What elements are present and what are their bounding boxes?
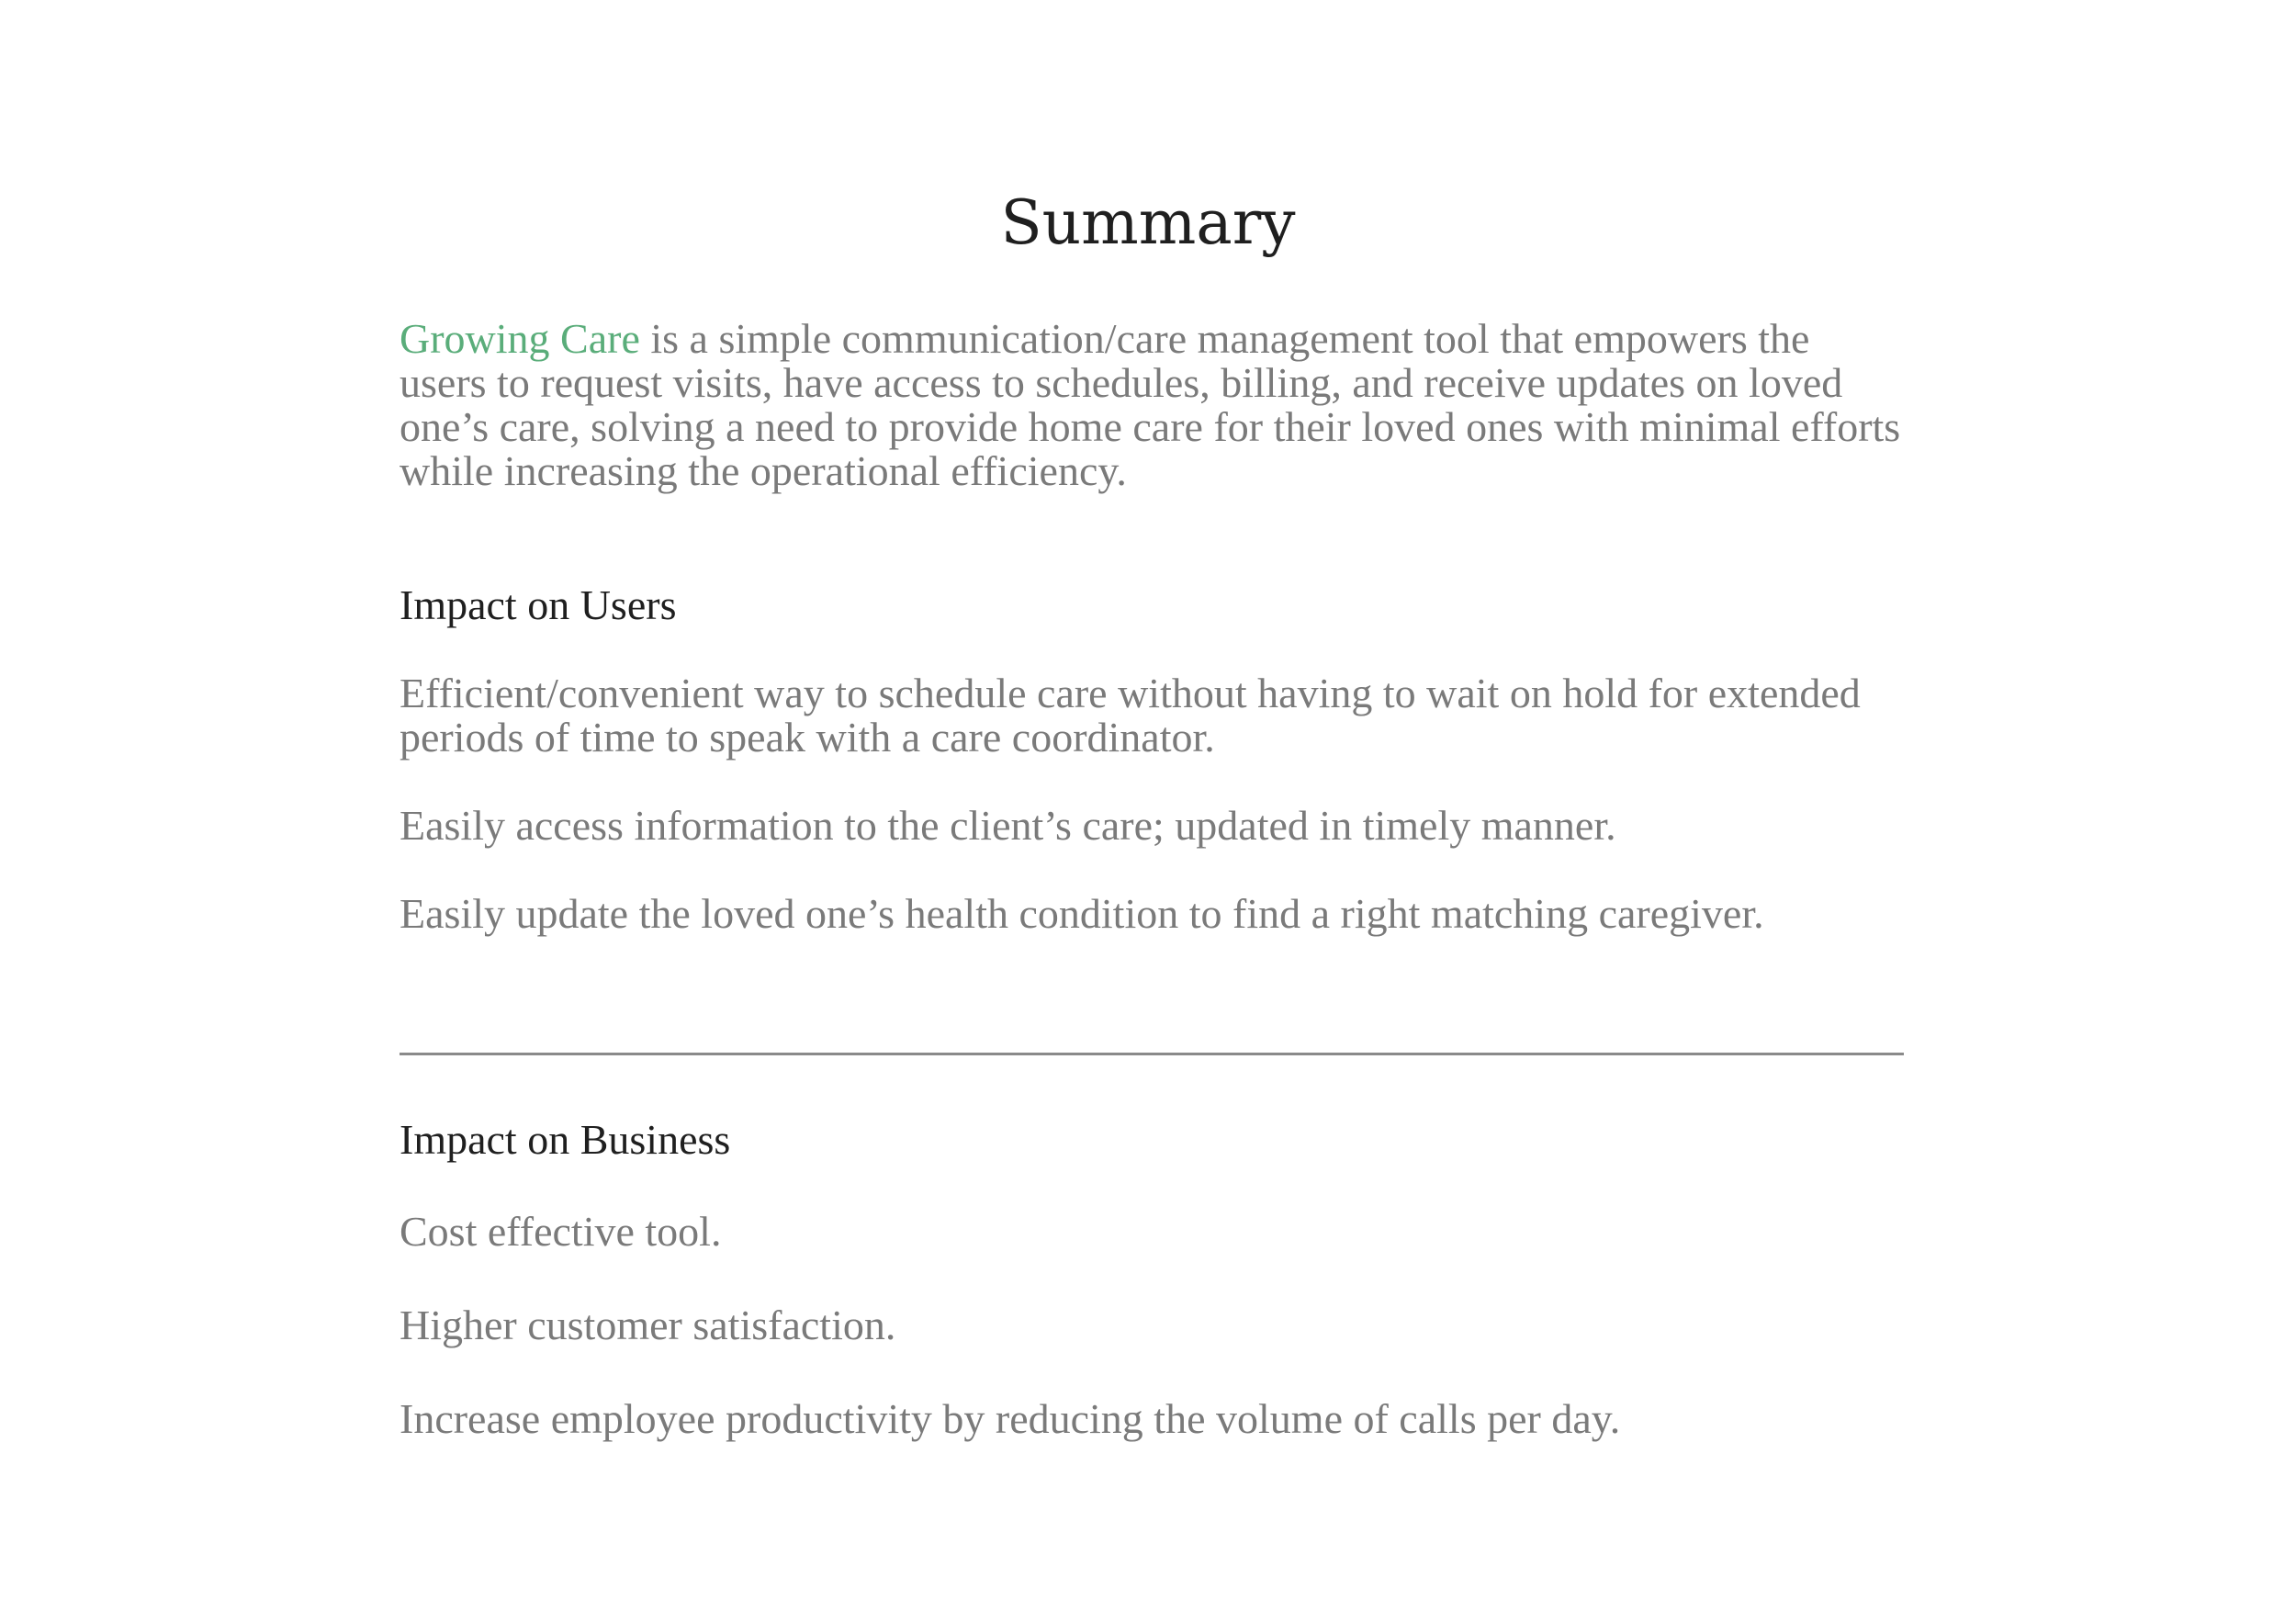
brand-name: Growing Care — [400, 315, 640, 362]
business-impact-heading: Impact on Business — [400, 1116, 731, 1163]
intro-text: is a simple communication/care management tool that empowers the users to request visits, have access to schedules, billing, and receive updates on loved one’s care, solving a need to provide home care for their loved ones with minimal efforts while increasing the operational efficiency. — [400, 315, 1901, 494]
section-divider — [400, 1053, 1904, 1055]
business-impact-point: Higher customer satisfaction. — [400, 1302, 896, 1348]
users-impact-point: Easily update the loved one’s health condition to find a right matching caregiver. — [400, 890, 1764, 937]
intro-paragraph — [400, 317, 1906, 493]
users-impact-point: Easily access information to the client’s care; updated in timely manner. — [400, 802, 1616, 849]
users-impact-heading: Impact on Users — [400, 581, 677, 628]
users-impact-point: Efficient/convenient way to schedule care without having to wait on hold for extended periods of time to speak with a care coordinator. — [400, 670, 1861, 761]
business-impact-point: Cost effective tool. — [400, 1208, 722, 1255]
business-impact-point: Increase employee productivity by reducing the volume of calls per day. — [400, 1395, 1621, 1442]
page-title: Summary — [1000, 187, 1296, 258]
